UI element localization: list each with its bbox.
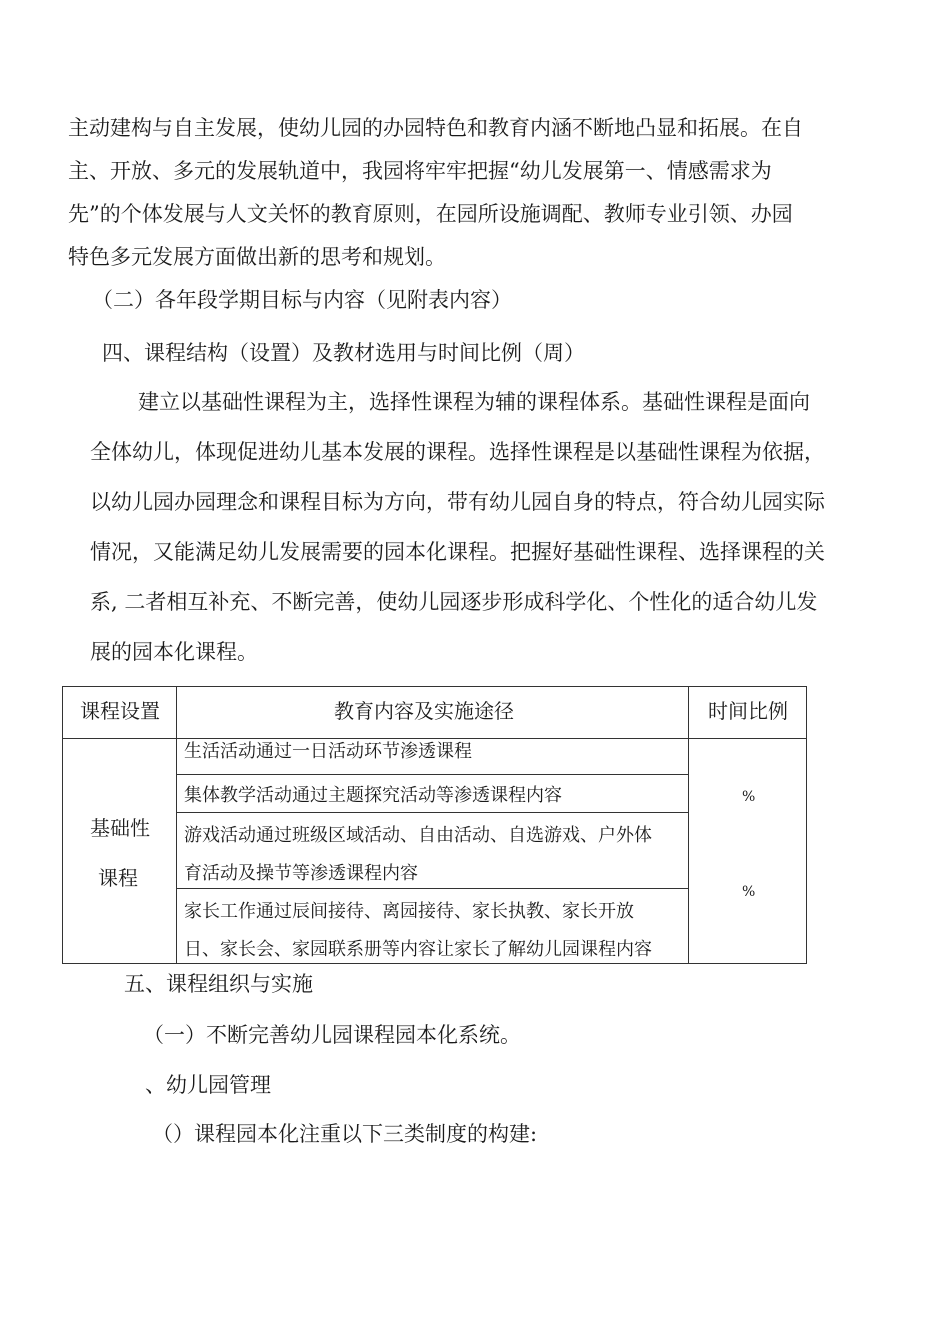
table-row-divider bbox=[176, 888, 688, 889]
paragraph-line: 全体幼儿，体现促进幼儿基本发展的课程。选择性课程是以基础性课程为依据， bbox=[90, 440, 825, 464]
table-header-divider bbox=[62, 738, 807, 739]
table-border-left bbox=[62, 686, 63, 964]
table-category-line: 课程 bbox=[98, 866, 138, 890]
table-row-text: 日、家长会、家园联系册等内容让家长了解幼儿园课程内容 bbox=[184, 939, 652, 960]
table-header-content: 教育内容及实施途径 bbox=[334, 699, 514, 723]
table-row-text: 生活活动通过一日活动环节渗透课程 bbox=[184, 741, 472, 762]
paragraph-line: 系, 二者相互补充、不断完善，使幼儿园逐步形成科学化、个性化的适合幼儿发 bbox=[90, 590, 818, 614]
table-ratio-value: % bbox=[742, 789, 756, 805]
subsection-heading: （二）各年段学期目标与内容（见附表内容） bbox=[92, 288, 512, 312]
subsection-heading: （一）不断完善幼儿园课程园本化系统。 bbox=[143, 1023, 521, 1047]
table-ratio-value: % bbox=[742, 884, 756, 900]
paragraph-line: 建立以基础性课程为主，选择性课程为辅的课程体系。基础性课程是面向 bbox=[138, 390, 810, 414]
table-header-course-setting: 课程设置 bbox=[80, 699, 160, 723]
table-border-right bbox=[806, 686, 807, 964]
table-row-text: 育活动及操节等渗透课程内容 bbox=[184, 863, 418, 884]
curriculum-table bbox=[62, 686, 807, 964]
table-header-time-ratio: 时间比例 bbox=[708, 699, 788, 723]
paragraph-line: 主、开放、多元的发展轨道中，我园将牢牢把握“幼儿发展第一、情感需求为 bbox=[68, 159, 772, 183]
paragraph-line: 展的园本化课程。 bbox=[90, 640, 258, 664]
item-heading: 、幼儿园管理 bbox=[145, 1073, 271, 1097]
table-col-divider bbox=[176, 686, 177, 964]
paragraph-line: 以幼儿园办园理念和课程目标为方向，带有幼儿园自身的特点，符合幼儿园实际 bbox=[90, 490, 825, 514]
table-row-text: 游戏活动通过班级区域活动、自由活动、自选游戏、户外体 bbox=[184, 825, 652, 846]
table-border-top bbox=[62, 686, 807, 687]
table-row-text: 家长工作通过辰间接待、离园接待、家长执教、家长开放 bbox=[184, 901, 634, 922]
item-heading: （）课程园本化注重以下三类制度的构建: bbox=[152, 1122, 538, 1146]
table-category-line: 基础性 bbox=[90, 816, 150, 840]
table-row-divider bbox=[176, 774, 688, 775]
table-border-bottom bbox=[62, 963, 807, 964]
paragraph-line: 主动建构与自主发展，使幼儿园的办园特色和教育内涵不断地凸显和拓展。在自 bbox=[68, 116, 803, 140]
section-heading: 四、课程结构（设置）及教材选用与时间比例（周） bbox=[102, 341, 585, 365]
paragraph-line: 情况，又能满足幼儿发展需要的园本化课程。把握好基础性课程、选择课程的关 bbox=[90, 540, 825, 564]
section-heading: 五、课程组织与实施 bbox=[124, 972, 313, 996]
table-row-divider bbox=[176, 812, 688, 813]
paragraph-line: 先”的个体发展与人文关怀的教育原则，在园所设施调配、教师专业引领、办园 bbox=[68, 202, 793, 226]
paragraph-line: 特色多元发展方面做出新的思考和规划。 bbox=[68, 245, 446, 269]
table-row-text: 集体教学活动通过主题探究活动等渗透课程内容 bbox=[184, 785, 562, 806]
table-col-divider bbox=[688, 686, 689, 964]
